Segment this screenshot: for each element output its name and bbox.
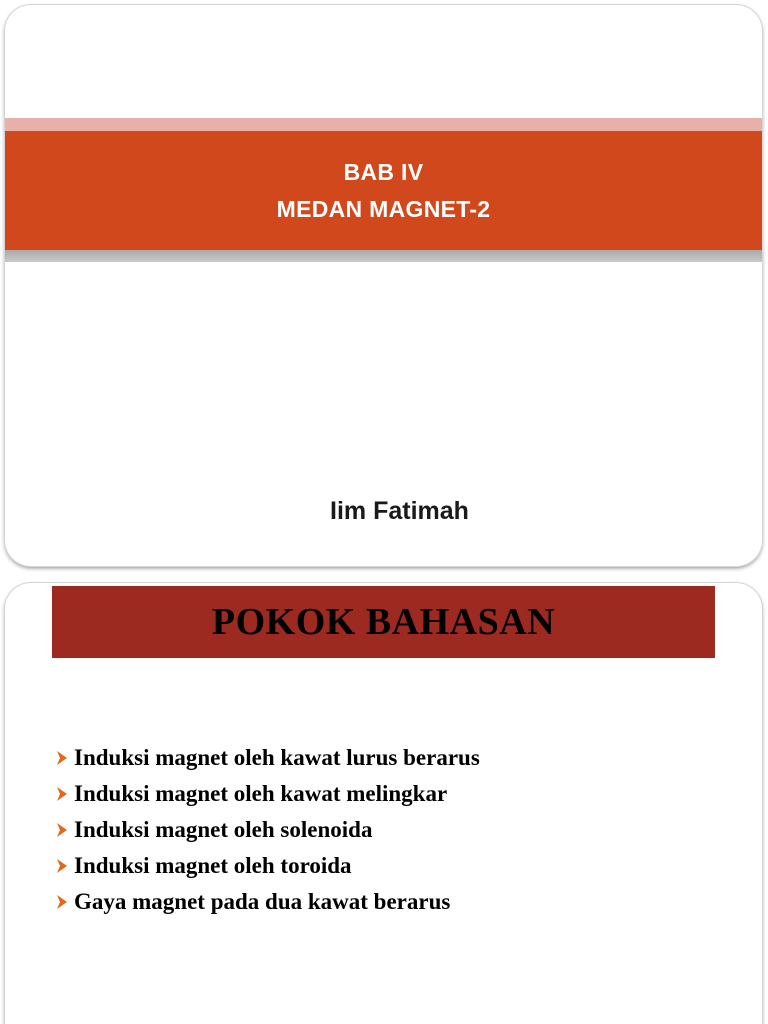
- topic-item: [55, 848, 480, 884]
- arrowhead-bullet-icon: [55, 820, 71, 840]
- heading-box: [52, 586, 715, 658]
- shadow-stripe: [5, 250, 762, 262]
- arrowhead-bullet-icon: [55, 856, 71, 876]
- topic-text: Induksi magnet oleh toroida: [74, 853, 352, 878]
- topic-text: Induksi magnet oleh kawat melingkar: [74, 781, 448, 806]
- topic-item: [55, 740, 480, 776]
- chapter-label: BAB IV: [343, 158, 424, 185]
- author-name: Iim Fatimah: [330, 497, 469, 525]
- arrowhead-bullet-icon: [55, 748, 71, 768]
- topic-text: Induksi magnet oleh solenoida: [74, 817, 373, 842]
- topics-slide: [5, 583, 762, 1024]
- slide-heading: POKOK BAHASAN: [211, 601, 556, 643]
- topic-item: [55, 812, 480, 848]
- topic-item: [55, 884, 480, 920]
- topic-item: [55, 776, 480, 812]
- topic-text: Gaya magnet pada dua kawat berarus: [74, 889, 451, 914]
- accent-stripe: [5, 118, 762, 131]
- arrowhead-bullet-icon: [55, 784, 71, 804]
- topic-text: Induksi magnet oleh kawat lurus berarus: [74, 745, 480, 770]
- title-slide: [5, 5, 762, 566]
- title-band: [5, 131, 762, 250]
- slide-title: MEDAN MAGNET-2: [276, 195, 491, 222]
- arrowhead-bullet-icon: [55, 892, 71, 912]
- topic-list: [55, 740, 480, 920]
